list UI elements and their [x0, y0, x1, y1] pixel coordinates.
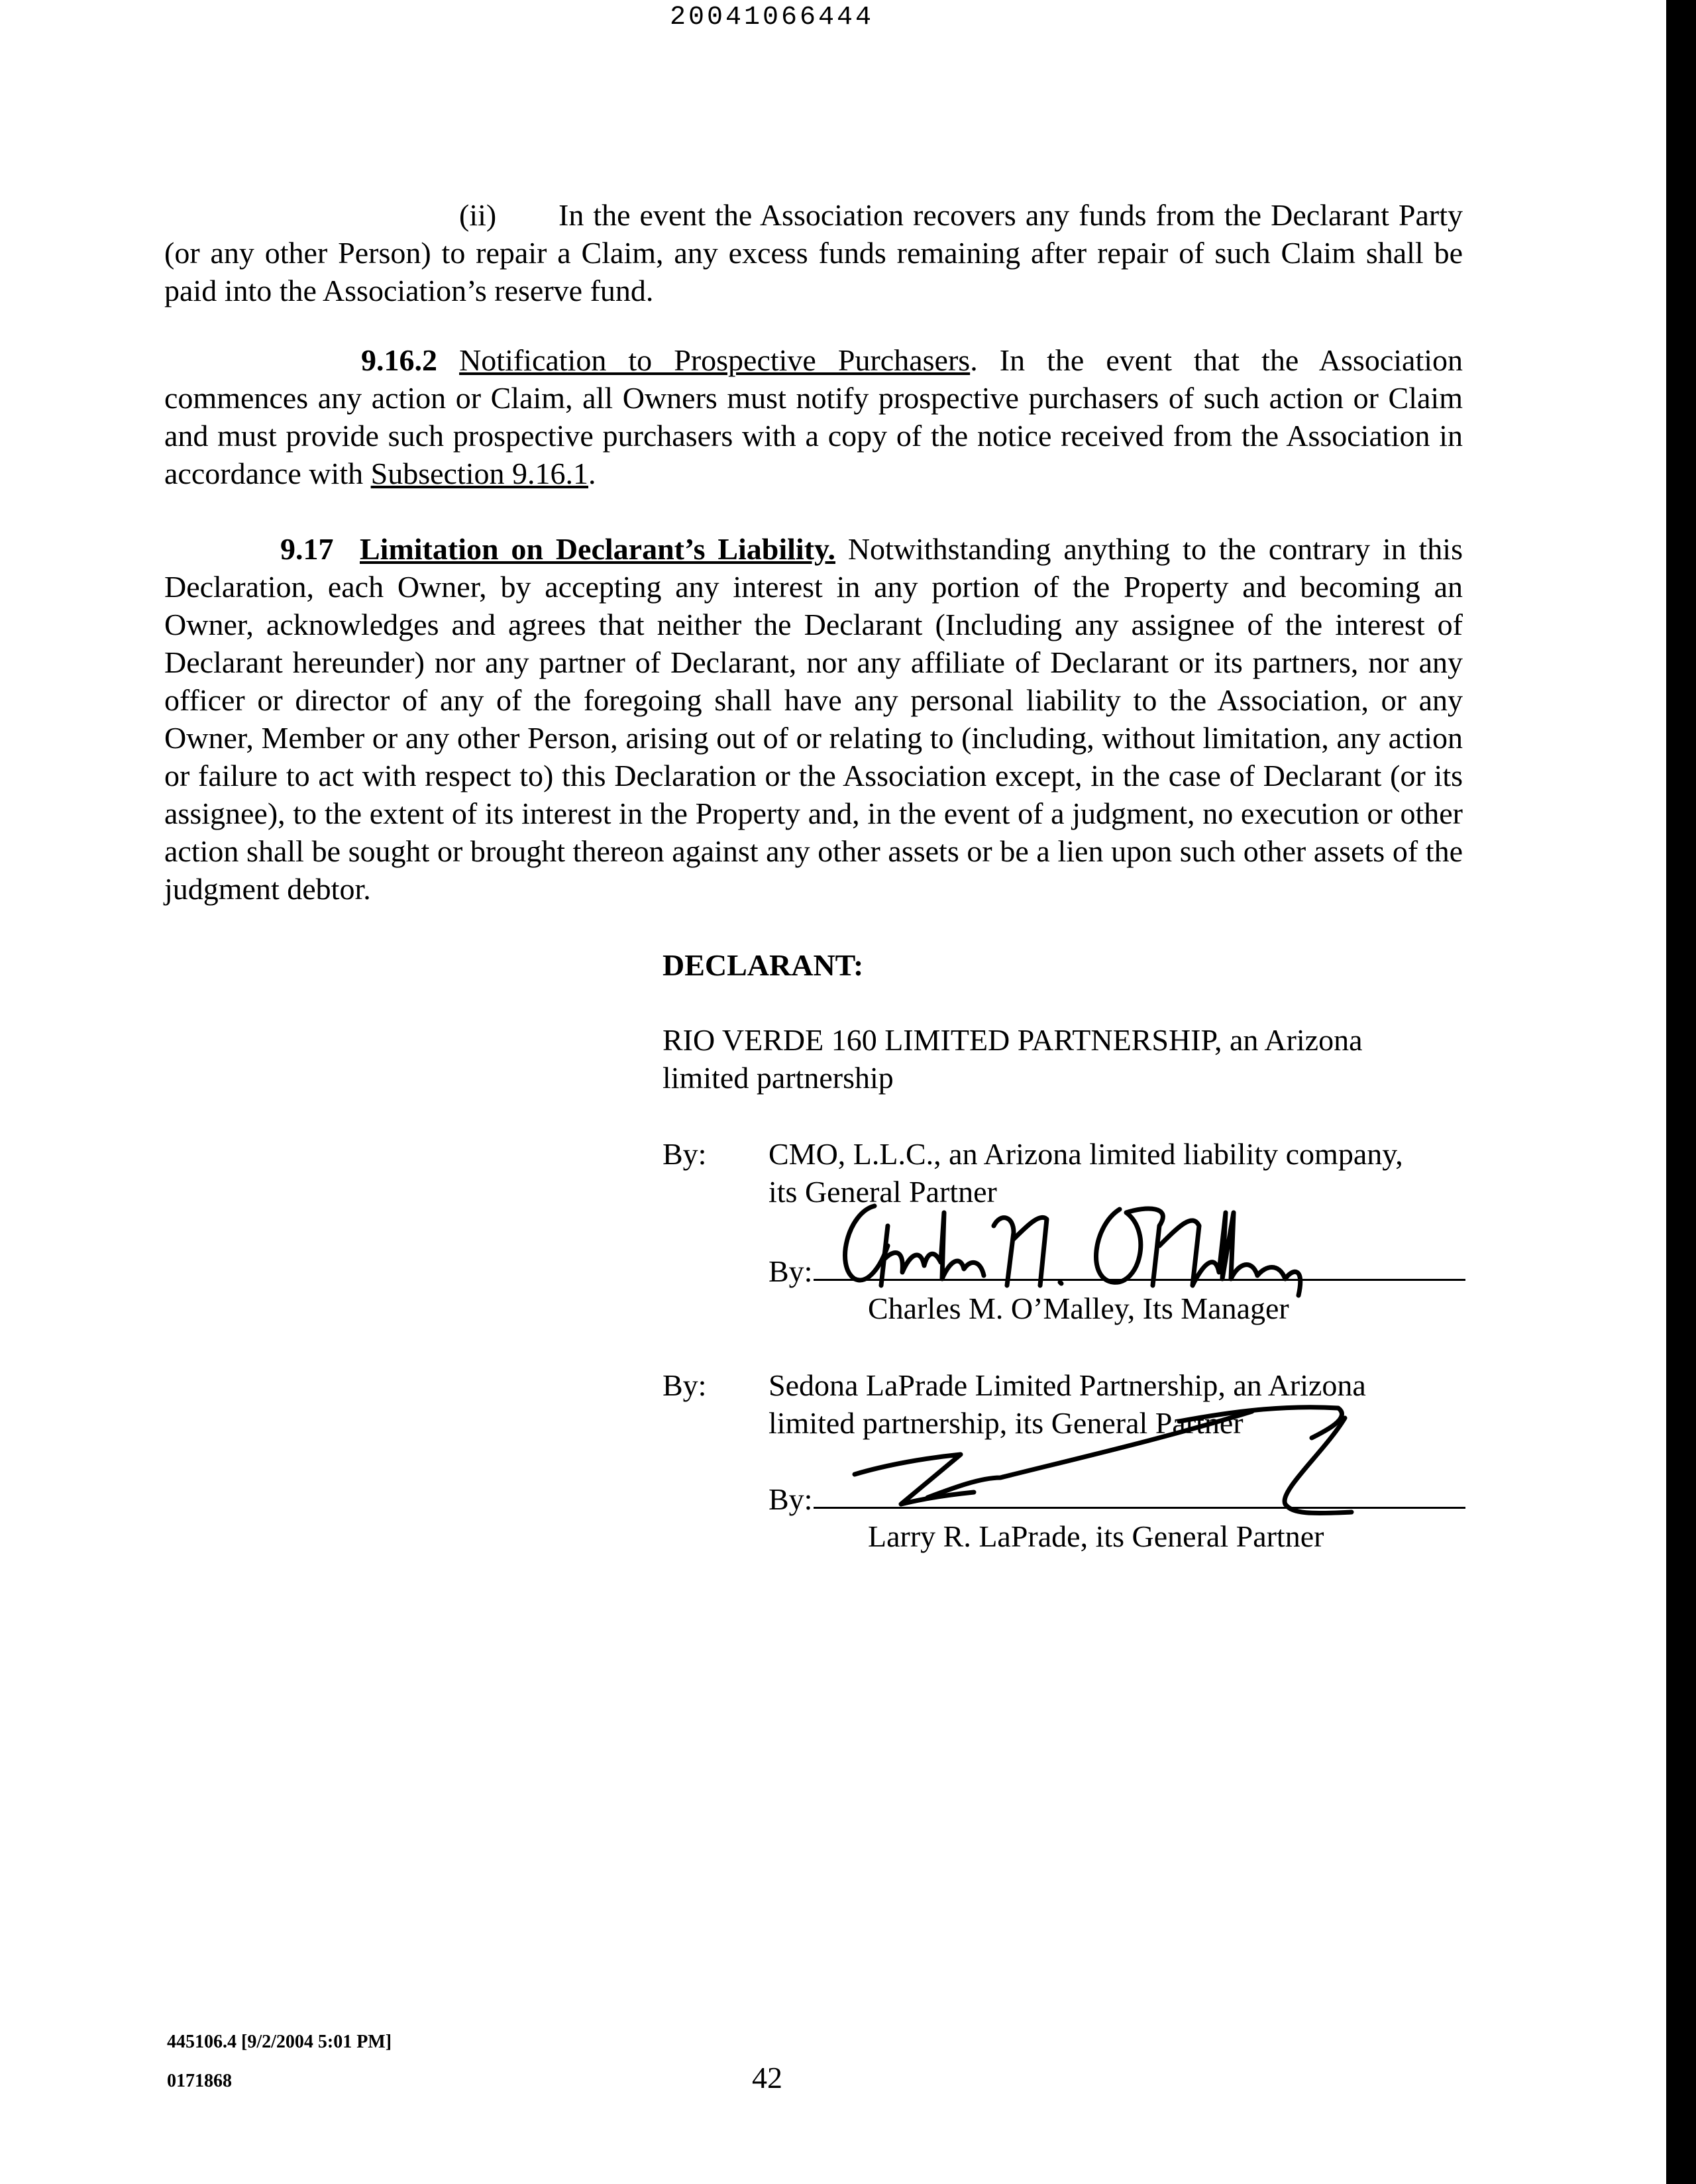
section-heading-notification: Notification to Prospective Purchasers — [459, 343, 971, 377]
by1-entity-line2: its General Partner — [768, 1175, 997, 1209]
footer-doc-ref: 445106.4 [9/2/2004 5:01 PM] — [167, 2032, 392, 2052]
para-9-17-text: Notwithstanding anything to the contrary in this Declaration, each Owner, by accepting any interest in any portion of the Property and becoming an Owner, acknowledges and agrees that neither the Declarant (Including any assignee of the interest of Declarant hereunder) nor any partner of Declarant, nor any affiliate of Declarant or its partners, nor any officer or director of any of the foregoing shall have any personal liability to the Association, or any Owner, Member or any other Person, arising out of or relating to (including, without limitation, any action or failure to act with respect to) this Declaration or the Association except, in the case of Declarant (or its assignee), to the extent of its interest in the Property and, in the event of a judgment, no execution or other action shall be sought or brought thereon against any other assets or be a lien upon such other assets of the judgment debtor. — [164, 532, 1463, 906]
signature-charles-omalley — [828, 1186, 1332, 1299]
by2-signer-name: Larry R. LaPrade, its General Partner — [868, 1519, 1324, 1553]
section-number-9-17: 9.17 — [280, 532, 334, 566]
para-ii-label: (ii) — [459, 198, 497, 232]
subsection-reference: Subsection 9.16.1 — [370, 457, 588, 490]
page-number: 42 — [752, 2061, 782, 2095]
by1-entity-line1: CMO, L.L.C., an Arizona limited liability company, — [768, 1137, 1403, 1171]
declarant-entity-line1: RIO VERDE 160 LIMITED PARTNERSHIP, an Arizona — [662, 1023, 1363, 1057]
record-number: 20041066444 — [669, 3, 874, 32]
para-9-16-2-end: . — [588, 457, 596, 490]
by2-sub-label: By: — [768, 1482, 813, 1516]
para-9-16-2-text: . In the event that the Association commences any action or Claim, all Owners must notify prospective purchasers of such action or Claim and must provide such prospective purchasers with a copy of the notice received from the Association in accordance with — [164, 343, 1463, 490]
declarant-heading: DECLARANT: — [662, 948, 864, 982]
footer-doc-id: 0171868 — [167, 2071, 232, 2091]
by2-entity-line1: Sedona LaPrade Limited Partnership, an Arizona — [768, 1368, 1366, 1402]
by1-sub-label: By: — [768, 1254, 813, 1288]
by2-label: By: — [662, 1368, 707, 1402]
by2-entity-line2: limited partnership, its General Partner — [768, 1406, 1244, 1440]
para-ii-first-line: In the event the Association recovers any funds from the Declarant — [558, 198, 1389, 232]
declarant-entity-line2: limited partnership — [662, 1061, 894, 1095]
section-heading-limitation: Limitation on Declarant’s Liability. — [360, 532, 835, 566]
paragraph-9-17 — [164, 530, 1463, 908]
scan-edge-bar — [1666, 0, 1696, 2184]
paragraph-ii — [164, 196, 1463, 309]
by1-signer-name: Charles M. O’Malley, Its Manager — [868, 1291, 1289, 1325]
signature-larry-laprade — [848, 1398, 1378, 1517]
para-ii-text: Party (or any other Person) to repair a Claim, any excess funds remaining after repair of such Claim shall be paid into the Association’s reserve fund. — [164, 198, 1463, 307]
paragraph-9-16-2 — [164, 341, 1463, 492]
section-number-9-16-2: 9.16.2 — [361, 343, 437, 377]
by1-label: By: — [662, 1137, 707, 1171]
